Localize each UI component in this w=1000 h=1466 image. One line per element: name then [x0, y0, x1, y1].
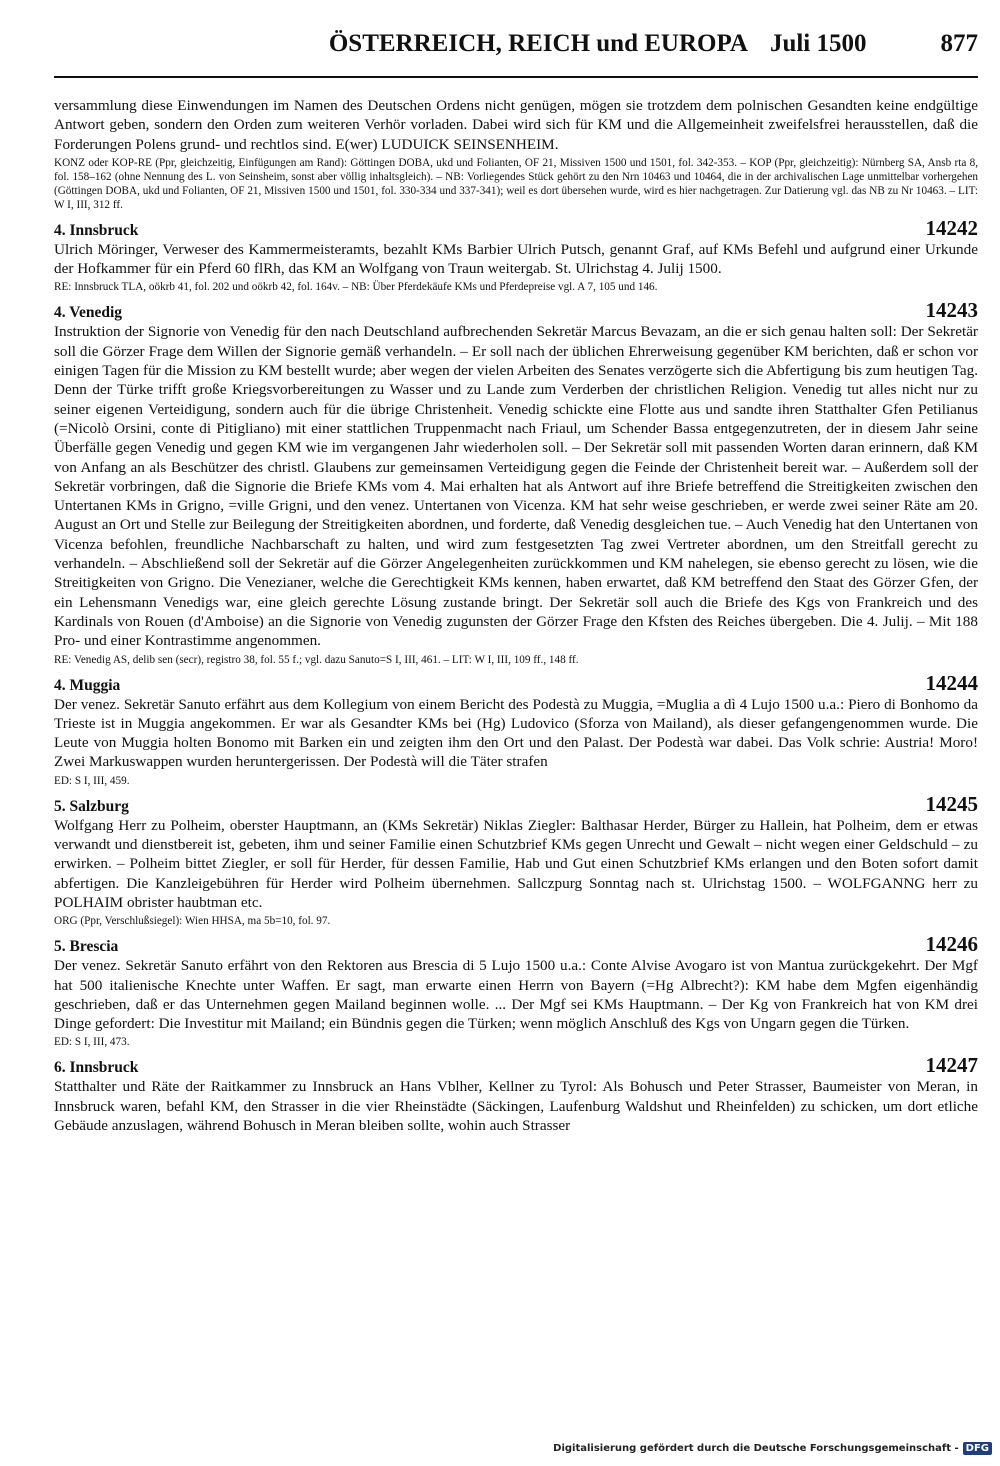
entry-14244 [54, 670, 978, 788]
running-title: ÖSTERREICH, REICH und EUROPA [328, 30, 748, 57]
funding-note: Digitalisierung gefördert durch die Deutsche Forschungsgemeinschaft - [553, 1443, 959, 1454]
entry-number: 14244 [925, 670, 978, 695]
entry-source: RE: Venedig AS, delib sen (secr), registro 38, fol. 55 f.; vgl. dazu Sanuto=S I, III, 461. – LIT: W I, III, 109 ff., 148 ff. [54, 653, 579, 666]
entry-source: ED: S I, III, 459. [54, 774, 130, 787]
entry-text: Der venez. Sekretär Sanuto erfährt aus dem Kollegium von einem Bericht des Podestà zu Muggia, =Muglia a dì 4 Lujo 1500 u.a.: Piero di Bonhomo da Trieste ist in Muggia angekommen. Er war als Gesandter KMs bei (Hg) Ludovico (Sforza von Mailand), als dieser gefangengenommen wurde. Die Leute von Muggia holten Bonomo mit Barken ein und zeigten ihm den Ort und den Palast. Der Podestà war dabei. Das Volk schrie: Austria! Moro! Zwei Markuswappen wurden heruntergerissen. Der Podestà will die Täter strafen [54, 695, 978, 771]
entry-place: 5. Salzburg [54, 797, 129, 815]
funding-footer [553, 1442, 992, 1455]
continuation-source: KONZ oder KOP-RE (Ppr, gleichzeitig, Einfügungen am Rand): Göttingen DOBA, ukd und Folianten, OF 21, Missiven 1500 und 1501, fol. 342-353. – KOP (Ppr, gleichzeitig): Nürnberg SA, Ansb rta 8, fol. 158–162 (ohne Nennung des L. von Seinsheim, sonst aber völlig inhaltsgleich). – NB: Vorliegendes Stück gehört zu den Nrn 10463 und 10464, die in der archivalischen Lage unmittelbar vorhergehen (Göttingen DOBA, ukd und Folianten, OF 21, Missiven 1500 und 1501, fol. 330-334 und 337-341); weil es dort übersehen wurde, wird es hier nachgetragen. Zur Datierung vgl. das NB zu Nr 10463. – LIT: W I, III, 312 ff. [54, 156, 978, 211]
entry-place: 5. Brescia [54, 938, 119, 956]
entry-text: Wolfgang Herr zu Polheim, oberster Hauptmann, an (KMs Sekretär) Niklas Ziegler: Balthasar Herder, Bürger zu Hallein, hat Polheim, dem er etwas verwandt und dienstbereit ist, gebeten, ihm und seiner Familie einen Schutzbrief KMs gegen Unrecht und Gewalt – nicht wegen einer Geldschuld – zu erwirken. – Polheim bittet Ziegler, er soll für Herder, für dessen Familie, Hab und Gut einen Schutzbrief KMs erlangen und den Boten sofort damit abfertigen. Die Kanzleigebühren für Herder wird Polheim übernehmen. Sallczpurg Sonntag nach st. Ulrichstag 1500. – WOLFGANNG herr zu POLHAIM obrister haubtman etc. [54, 816, 978, 911]
entry-text: Der venez. Sekretär Sanuto erfährt von den Rektoren aus Brescia di 5 Lujo 1500 u.a.: Conte Alvise Avogaro ist von Mantua zurückgekehrt. Der Mgf hat 500 italienische Knechte unter Waffen. Er sagt, man erwarte einen Herrn von Bayern (=Hg Albrecht?): KM habe dem Mgfen eigenhändig geschrieben, daß er das Unternehmen gegen Mailand beginnen wolle. ... Der Mgf sei KMs Hauptmann. – Der Kg von Frankreich hat von KM drei Dinge gefordert: Die Investitur mit Mailand; ein Bündnis gegen die Türken; wenn möglich Anschluß des Kgs von Ungarn gegen die Türken. [54, 957, 978, 1033]
entry-header [54, 215, 978, 240]
document-page [54, 30, 978, 1135]
entry-place: 4. Venedig [54, 304, 123, 322]
entry-number: 14243 [925, 298, 978, 323]
entry-source: ORG (Ppr, Verschlußsiegel): Wien HHSA, ma 5b=10, fol. 97. [54, 915, 331, 928]
entry-number: 14247 [925, 1053, 978, 1078]
continuation-text: versammlung diese Einwendungen im Namen des Deutschen Ordens nicht genügen, mögen sie trotzdem dem polnischen Gesandten keine endgültige Antwort geben, sondern den Orden zum weiteren Verhör vorladen. Dabei wird sich für KM und die Allgemeinheit zweifelsfrei herausstellen, daß die Forderungen Polens grund- und rechtlos sind. E(wer) LUDUICK SEINSENHEIM. [54, 97, 978, 153]
entry-14243 [54, 298, 978, 666]
entry-text: Statthalter und Räte der Raitkammer zu Innsbruck an Hans Vblher, Kellner zu Tyrol: Als Bohusch und Peter Strasser, Baumeister von Meran, in Innsbruck waren, befahl KM, den Strasser in die vier Rheinstädte (Säckingen, Laufenburg Waldshut und Rheinfelden) zu schicken, um dort etliche Gebäude anzuslagen, während Bohusch in Meran bleiben sollte, wohin auch Strasser [54, 1078, 978, 1134]
continuation-block [54, 96, 978, 212]
entry-14245 [54, 791, 978, 928]
entry-source: RE: Innsbruck TLA, oökrb 41, fol. 202 und oökrb 42, fol. 164v. – NB: Über Pferdekäufe KMs und Pferdepreise vgl. A 7, 105 und 146. [54, 281, 658, 294]
entry-14246 [54, 932, 978, 1049]
entry-14247 [54, 1053, 978, 1135]
entry-number: 14246 [925, 932, 978, 957]
entry-header [54, 932, 978, 957]
entry-place: 4. Innsbruck [54, 221, 139, 239]
entry-number: 14245 [925, 791, 978, 816]
entry-source: ED: S I, III, 473. [54, 1036, 130, 1049]
entry-text: Ulrich Möringer, Verweser des Kammermeisteramts, bezahlt KMs Barbier Ulrich Putsch, genannt Graf, auf KMs Befehl und aufgrund einer Urkunde der Hofkammer für ein Pferd 60 flRh, das KM an Wolfgang von Traun weitergab. St. Ulrichstag 4. Julij 1500. [54, 240, 978, 278]
entry-place: 6. Innsbruck [54, 1059, 139, 1077]
entry-header [54, 298, 978, 323]
entry-place: 4. Muggia [54, 676, 121, 694]
entry-text: Instruktion der Signorie von Venedig für den nach Deutschland aufbrechenden Sekretär Marcus Bevazam, an die er sich genau halten soll: Der Sekretär soll die Görzer Frage dem Willen der Signorie gemäß verhandeln. – Er soll nach der üblichen Ehrerweisung gegenüber KM berichten, daß er schon vor einigen Tagen für die Mission zu KM bestellt wurde; aber wegen der vielen Arbeiten des Senates verzögerte sich die Abfertigung bis zum heutigen Tag. Denn der Türke trifft große Kriegsvorbereitungen zu Wasser und zu Lande zum Verderben der christlichen Religion. Venedig tut alles nicht nur zu seiner eigenen Verteidigung, sondern auch für die übrige Christenheit. Venedig schickte eine Flotte aus und sandte ihren Statthalter Gfen Petilianus (=Nicolò Orsini, conte di Pitigliano) mit einer stattlichen Truppenmacht nach Friaul, um Schender Bassa entgegenzutreten, der in diesem Jahr seine Überfälle gegen Venedig und gegen KM wie im vergangenen Jahr wiederholen soll. – Der Sekretär soll mit passenden Worten daran erinnern, daß KM von Anfang an als Beschützer des christl. Glaubens zur gemeinsamen Verteidigung gegen die Feinde der Christenheit bereit war. – Außerdem soll der Sekretär vorbringen, daß die Signorie die Briefe KMs vom 4. Mai erhalten hat als Antwort auf ihre Briefe betreffend die Streitigkeiten zwischen den Untertanen KMs in Grigno, =ville Grigni, und den venez. Untertanen von Vicenza. KM hat sehr weise geschrieben, er werde zwei seiner Räte am 20. August an Ort und Stelle zur Beilegung der Streitigkeiten abordnen, und forderte, daß Venedig desgleichen tue. – Auch Venedig hat den Untertanen von Vicenza befohlen, freundliche Nachbarschaft zu halten, und wird zum festgesetzten Tag zwei Vertreter abordnen, um den Streitfall gerecht zu verhandeln. – Abschließend soll der Sekretär auf die Görzer Angelegenheiten zurückkommen und KM nahelegen, sie ebenso gerecht zu lösen, wie die Streitigkeiten von Grigno. Die Venezianer, welche die Gerechtigkeit KMs kennen, haben erwartet, daß KM betreffend den Staat des Görzer Gfen, der ein Lehensmann Venedigs war, eine gleich gerechte Lösung zustande bringt. Der Sekretär soll auch die Briefe des Kgs von Frankreich und des Kardinals von Rouen (d'Amboise) an die Signorie von Venedig zugunsten der Görzer Frage den Kfsten des Reiches übergeben. Die 4. Julij. – Mit 188 Pro- und einer Kontrastimme angenommen. [54, 323, 978, 650]
entry-14242 [54, 215, 978, 295]
entry-header [54, 1053, 978, 1078]
entry-header [54, 670, 978, 695]
running-head [54, 30, 978, 78]
running-date: Juli 1500 [769, 30, 867, 57]
page-number: 877 [940, 30, 978, 57]
entry-number: 14242 [925, 215, 978, 240]
entry-header [54, 791, 978, 816]
dfg-logo: DFG [963, 1442, 992, 1455]
